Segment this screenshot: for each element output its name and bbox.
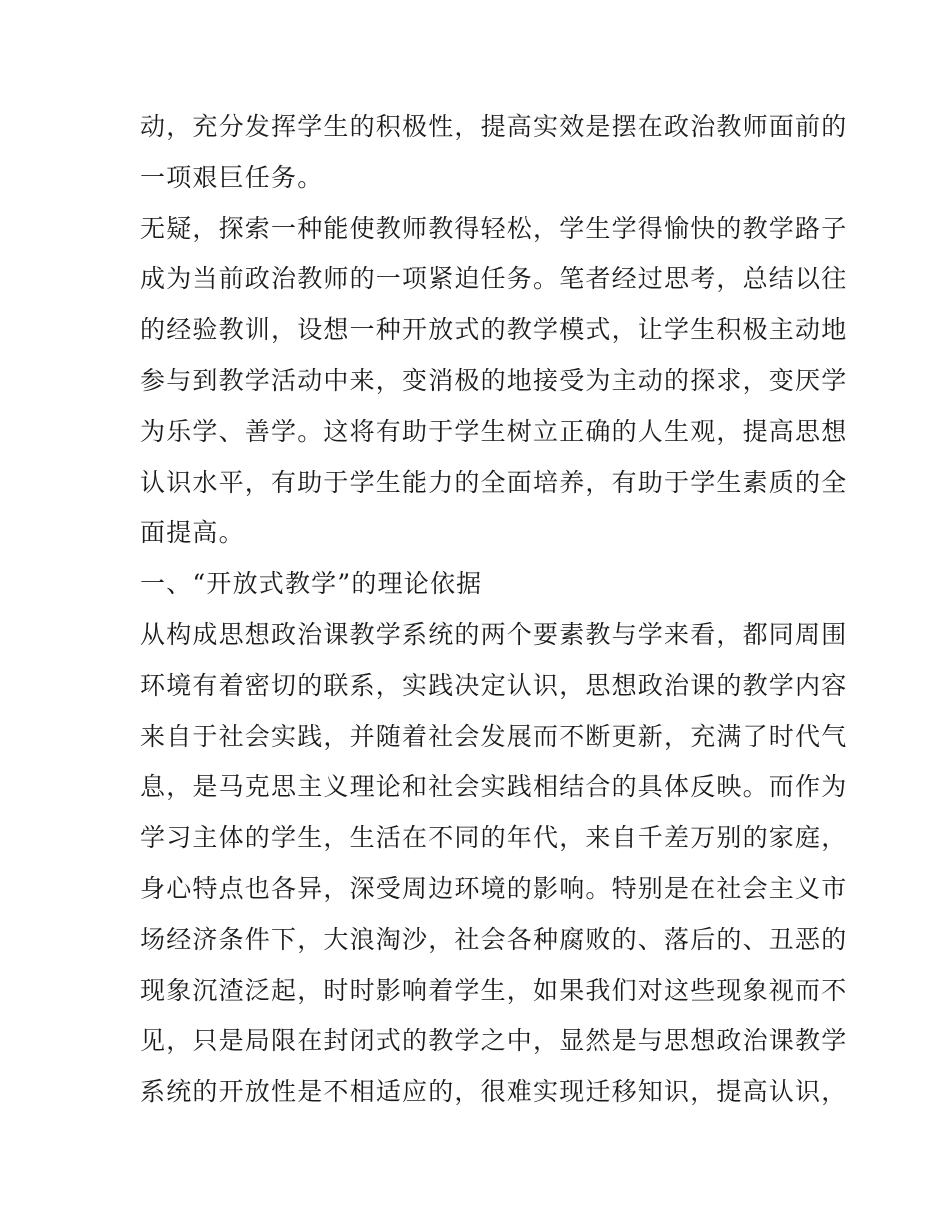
text-line: 认识水平，有助于学生能力的全面培养，有助于学生素质的全 — [140, 467, 848, 497]
text-line: 来自于社会实践，并随着社会发展而不断更新，充满了时代气 — [140, 721, 848, 751]
text-line: 无疑，探索一种能使教师教得轻松，学生学得愉快的教学路子 — [140, 213, 848, 243]
text-line: 的经验教训，设想一种开放式的教学模式，让学生积极主动地 — [140, 315, 848, 345]
text-line: 环境有着密切的联系，实践决定认识，思想政治课的教学内容 — [140, 670, 848, 700]
text-line: 从构成思想政治课教学系统的两个要素教与学来看，都同周围 — [140, 619, 848, 649]
text-line: 系统的开放性是不相适应的，很难实现迁移知识，提高认识， — [140, 1077, 848, 1107]
text-line: 面提高。 — [140, 518, 245, 548]
text-line: 成为当前政治教师的一项紧迫任务。笔者经过思考，总结以往 — [140, 264, 848, 294]
text-line: 动，充分发挥学生的积极性，提高实效是摆在政治教师面前的 — [140, 112, 848, 141]
text-line: 为乐学、善学。这将有助于学生树立正确的人生观，提高思想 — [140, 416, 848, 446]
text-line: 学习主体的学生，生活在不同的年代，来自千差万别的家庭， — [140, 823, 848, 853]
text-line: 见，只是局限在封闭式的教学之中，显然是与思想政治课教学 — [140, 1026, 848, 1056]
document-page — [140, 102, 848, 1118]
section-heading: 一、“开放式教学”的理论依据 — [140, 569, 483, 599]
text-line: 一项艰巨任务。 — [140, 162, 324, 192]
text-line: 参与到教学活动中来，变消极的地接受为主动的探求，变厌学 — [140, 365, 848, 395]
text-line: 现象沉渣泛起，时时影响着学生，如果我们对这些现象视而不 — [140, 975, 848, 1005]
text-line: 身心特点也各异，深受周边环境的影响。特别是在社会主义市 — [140, 873, 848, 903]
text-line: 息，是马克思主义理论和社会实践相结合的具体反映。而作为 — [140, 772, 848, 802]
text-line: 场经济条件下，大浪淘沙，社会各种腐败的、落后的、丑恶的 — [140, 924, 848, 954]
